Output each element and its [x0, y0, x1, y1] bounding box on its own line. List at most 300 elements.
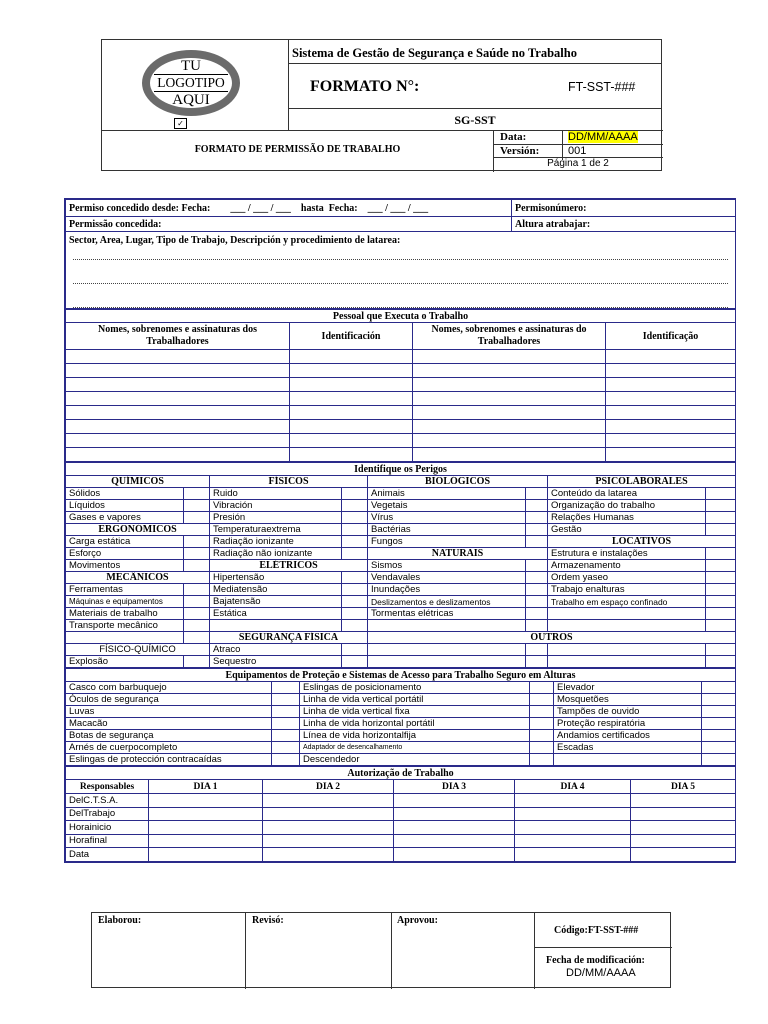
- hazard-checkbox[interactable]: [706, 524, 736, 536]
- description-line[interactable]: [73, 282, 728, 284]
- authorization-cell[interactable]: [631, 794, 736, 808]
- hazard-label: Trabalho em espaço confinado: [548, 596, 706, 608]
- hazard-checkbox[interactable]: [342, 656, 368, 668]
- authorization-cell[interactable]: [394, 834, 515, 848]
- fecha-mod-value: DD/MM/AAAA: [566, 967, 636, 979]
- authorization-cell[interactable]: [149, 807, 263, 821]
- permit-granted[interactable]: Permissão concedida:: [66, 217, 512, 232]
- workers-section-title: Pessoal que Executa o Trabalho: [66, 310, 736, 323]
- hazard-checkbox[interactable]: [526, 560, 548, 572]
- equipment-checkbox[interactable]: [702, 742, 736, 754]
- hazard-checkbox[interactable]: [526, 620, 548, 632]
- description-cell[interactable]: [66, 232, 736, 309]
- worker-cell[interactable]: [66, 378, 290, 392]
- worker-cell[interactable]: [290, 406, 413, 420]
- hazard-checkbox[interactable]: [342, 572, 368, 584]
- description-line[interactable]: [73, 306, 728, 308]
- worker-cell[interactable]: [66, 392, 290, 406]
- worker-cell[interactable]: [606, 420, 736, 434]
- hazard-label: Carga estática: [66, 536, 184, 548]
- hazard-label: [548, 608, 706, 620]
- sg-sst-label: SG-SST: [454, 113, 496, 127]
- hazard-label: Estrutura e instalações: [548, 548, 706, 560]
- hazard-row: [66, 608, 736, 620]
- hazard-category-eletricos: ELÉTRICOS: [210, 560, 368, 572]
- worker-cell[interactable]: [290, 434, 413, 448]
- description-label: Sector, Area, Lugar, Tipo de Trabajo, Descripción y procedimiento de latarea:: [69, 235, 401, 246]
- authorization-cell[interactable]: [149, 848, 263, 862]
- formato-label: FORMATO N°:: [310, 78, 420, 95]
- hazard-label: Animais: [368, 488, 526, 500]
- page-number: Página 1 de 2: [547, 158, 609, 169]
- hazard-label: [548, 644, 706, 656]
- hazard-label: Materiais de trabalho: [66, 608, 184, 620]
- document-header: [101, 39, 662, 171]
- worker-cell[interactable]: [606, 350, 736, 364]
- hazard-label: Máquinas e equipamentos: [66, 596, 184, 608]
- authorization-row-label: Data: [66, 848, 149, 862]
- hazard-label: Vibración: [210, 500, 342, 512]
- equipment-label: Casco com barbuquejo: [66, 682, 272, 694]
- hazard-checkbox[interactable]: [342, 512, 368, 524]
- equipment-checkbox[interactable]: [272, 706, 300, 718]
- worker-cell[interactable]: [413, 448, 606, 462]
- hazard-checkbox[interactable]: [184, 512, 210, 524]
- authorization-section-title: Autorização de Trabalho: [66, 767, 736, 780]
- equipment-label: [554, 754, 702, 766]
- hazard-checkbox[interactable]: [342, 644, 368, 656]
- hazard-checkbox[interactable]: [184, 536, 210, 548]
- description-line[interactable]: [73, 258, 728, 260]
- hazard-checkbox[interactable]: [184, 500, 210, 512]
- worker-row: [66, 406, 736, 420]
- hazard-checkbox[interactable]: [706, 500, 736, 512]
- equipment-checkbox[interactable]: [530, 742, 554, 754]
- data-value: DD/MM/AAAA: [568, 131, 638, 143]
- hazard-label: Vegetais: [368, 500, 526, 512]
- authorization-cell[interactable]: [631, 807, 736, 821]
- equipment-row: [66, 694, 736, 706]
- day-header-3: DIA 3: [394, 780, 515, 794]
- worker-cell[interactable]: [66, 420, 290, 434]
- hazard-checkbox[interactable]: [526, 488, 548, 500]
- equipment-row: [66, 682, 736, 694]
- authorization-cell[interactable]: [515, 794, 631, 808]
- day-header-5: DIA 5: [631, 780, 736, 794]
- equipment-label: Óculos de segurança: [66, 694, 272, 706]
- day-header-4: DIA 4: [515, 780, 631, 794]
- workers-table: [65, 309, 736, 462]
- hazard-label: Vendavales: [368, 572, 526, 584]
- hazard-label: Organização do trabalho: [548, 500, 706, 512]
- worker-cell[interactable]: [290, 420, 413, 434]
- equipment-checkbox[interactable]: [702, 754, 736, 766]
- equipment-label: Línea de vida horizontalfija: [300, 730, 530, 742]
- equipment-label: Luvas: [66, 706, 272, 718]
- hazard-label: Gases e vapores: [66, 512, 184, 524]
- authorization-cell[interactable]: [149, 834, 263, 848]
- aprovou-label[interactable]: Aprovou:: [397, 915, 438, 926]
- hazard-row: [66, 632, 736, 644]
- hazard-label: [548, 656, 706, 668]
- hazard-label: [368, 620, 526, 632]
- equipment-label: Tampões de ouvido: [554, 706, 702, 718]
- hazard-label: Radiação ionizante: [210, 536, 342, 548]
- reviso-label[interactable]: Revisó:: [252, 915, 284, 926]
- hazard-category-locativos: LOCATIVOS: [548, 536, 736, 548]
- hazard-label: Ferramentas: [66, 584, 184, 596]
- worker-row: [66, 392, 736, 406]
- equipment-checkbox[interactable]: [272, 682, 300, 694]
- hazard-checkbox[interactable]: [342, 620, 368, 632]
- hazard-checkbox[interactable]: [526, 512, 548, 524]
- equipment-checkbox[interactable]: [272, 742, 300, 754]
- authorization-cell[interactable]: [263, 794, 394, 808]
- permit-number[interactable]: Permisonúmero:: [512, 200, 736, 217]
- day-header-2: DIA 2: [263, 780, 394, 794]
- hazard-checkbox[interactable]: [184, 632, 210, 644]
- authorization-row: [66, 821, 736, 835]
- hazard-checkbox[interactable]: [706, 548, 736, 560]
- hazard-checkbox[interactable]: [342, 488, 368, 500]
- equipment-row: [66, 706, 736, 718]
- hazard-checkbox[interactable]: [184, 620, 210, 632]
- hazard-checkbox[interactable]: [184, 488, 210, 500]
- equipment-label: Eslingas de posicionamento: [300, 682, 530, 694]
- approval-footer: [91, 912, 671, 988]
- worker-cell[interactable]: [290, 350, 413, 364]
- worker-cell[interactable]: [413, 392, 606, 406]
- hazard-label: Presión: [210, 512, 342, 524]
- hazard-row: [66, 584, 736, 596]
- hazard-label: [66, 632, 184, 644]
- equipment-checkbox[interactable]: [530, 706, 554, 718]
- authorization-table: [65, 766, 736, 862]
- hazard-label: Hipertensão: [210, 572, 342, 584]
- hazard-row: [66, 620, 736, 632]
- worker-cell[interactable]: [606, 434, 736, 448]
- hazard-checkbox[interactable]: [706, 656, 736, 668]
- equipment-row: [66, 742, 736, 754]
- equipment-label: Eslingas de protección contracaídas: [66, 754, 272, 766]
- worker-row: [66, 448, 736, 462]
- hazard-checkbox[interactable]: [184, 584, 210, 596]
- hazard-label: Sequestro: [210, 656, 342, 668]
- hazard-row: [66, 644, 736, 656]
- hazard-checkbox[interactable]: [184, 560, 210, 572]
- worker-cell[interactable]: [66, 448, 290, 462]
- checkbox-icon: ✓: [174, 118, 187, 129]
- equipment-label: Mosquetões: [554, 694, 702, 706]
- worker-cell[interactable]: [606, 406, 736, 420]
- authorization-cell[interactable]: [515, 848, 631, 862]
- authorization-cell[interactable]: [394, 848, 515, 862]
- hazard-row: [66, 560, 736, 572]
- worker-cell[interactable]: [606, 378, 736, 392]
- hazard-checkbox[interactable]: [706, 584, 736, 596]
- authorization-cell[interactable]: [263, 848, 394, 862]
- worker-cell[interactable]: [606, 448, 736, 462]
- hazard-checkbox[interactable]: [706, 560, 736, 572]
- elaborou-label[interactable]: Elaborou:: [98, 915, 142, 926]
- logo-text-3: AQUI: [172, 92, 210, 108]
- authorization-row-label: Horafinal: [66, 834, 149, 848]
- hazard-label: Inundações: [368, 584, 526, 596]
- authorization-cell[interactable]: [394, 807, 515, 821]
- hazard-category-fisicos: FÍSICOS: [210, 476, 368, 488]
- hazard-label: Sólidos: [66, 488, 184, 500]
- hazard-label: [548, 620, 706, 632]
- worker-cell[interactable]: [290, 392, 413, 406]
- hazard-label: Bajatensão: [210, 596, 342, 608]
- equipment-row: [66, 718, 736, 730]
- logo: [142, 50, 240, 116]
- hazard-label: [368, 656, 526, 668]
- authorization-cell[interactable]: [263, 821, 394, 835]
- hazard-label: Sismos: [368, 560, 526, 572]
- hazard-checkbox[interactable]: [706, 512, 736, 524]
- hazard-row: [66, 572, 736, 584]
- hazard-checkbox[interactable]: [526, 524, 548, 536]
- equipment-checkbox[interactable]: [530, 754, 554, 766]
- hazard-label: Estática: [210, 608, 342, 620]
- worker-row: [66, 378, 736, 392]
- worker-cell[interactable]: [66, 434, 290, 448]
- hazard-checkbox[interactable]: [526, 656, 548, 668]
- worker-cell[interactable]: [413, 364, 606, 378]
- worker-row: [66, 420, 736, 434]
- hazard-checkbox[interactable]: [184, 656, 210, 668]
- equipment-label: Descendedor: [300, 754, 530, 766]
- hazard-label: Transporte mecânico: [66, 620, 184, 632]
- authorization-cell[interactable]: [263, 807, 394, 821]
- hazard-checkbox[interactable]: [706, 596, 736, 608]
- equipment-label: Elevador: [554, 682, 702, 694]
- permit-form: [64, 198, 736, 863]
- worker-cell[interactable]: [290, 378, 413, 392]
- worker-cell[interactable]: [290, 364, 413, 378]
- equipment-label: Arnés de cuerpocompleto: [66, 742, 272, 754]
- worker-cell[interactable]: [66, 364, 290, 378]
- worker-cell[interactable]: [606, 392, 736, 406]
- equipment-row: [66, 730, 736, 742]
- hazard-label: Movimentos: [66, 560, 184, 572]
- hazard-checkbox[interactable]: [706, 488, 736, 500]
- hazard-label: Trabajo enalturas: [548, 584, 706, 596]
- authorization-cell[interactable]: [263, 834, 394, 848]
- data-label: Data:: [500, 131, 527, 143]
- document-title: FORMATO DE PERMISSÃO DE TRABALHO: [194, 144, 401, 155]
- hazard-checkbox[interactable]: [342, 500, 368, 512]
- hazard-checkbox[interactable]: [526, 584, 548, 596]
- hazard-checkbox[interactable]: [184, 596, 210, 608]
- hazard-row: [66, 476, 736, 488]
- hazard-checkbox[interactable]: [526, 608, 548, 620]
- hazard-label: Temperaturaextrema: [210, 524, 342, 536]
- equipment-label: Escadas: [554, 742, 702, 754]
- authorization-row-label: DelC.T.S.A.: [66, 794, 149, 808]
- hazard-checkbox[interactable]: [342, 524, 368, 536]
- logo-text-1: TU: [181, 58, 201, 74]
- permit-height[interactable]: Altura atrabajar:: [512, 217, 736, 232]
- fecha-mod-label: Fecha de modificación:: [546, 955, 645, 966]
- authorization-row: [66, 794, 736, 808]
- equipment-label: Linha de vida vertical portátil: [300, 694, 530, 706]
- authorization-cell[interactable]: [149, 794, 263, 808]
- worker-cell[interactable]: [606, 364, 736, 378]
- workers-col-names: Nomes, sobrenomes e assinaturas dos Trabalhadores: [66, 323, 290, 350]
- version-label: Versión:: [500, 145, 540, 157]
- responsables-header: Responsables: [66, 780, 149, 794]
- hazard-row: [66, 488, 736, 500]
- hazard-checkbox[interactable]: [706, 644, 736, 656]
- worker-cell[interactable]: [66, 406, 290, 420]
- worker-cell[interactable]: [413, 434, 606, 448]
- authorization-cell[interactable]: [394, 794, 515, 808]
- authorization-row: [66, 807, 736, 821]
- hazard-checkbox[interactable]: [342, 536, 368, 548]
- hazard-category-naturais: NATURAIS: [368, 548, 548, 560]
- authorization-cell[interactable]: [394, 821, 515, 835]
- formato-value: FT-SST-###: [568, 80, 636, 94]
- worker-cell[interactable]: [413, 350, 606, 364]
- hazard-category-fisico-quimico: FÍSICO-QUÍMICO: [66, 644, 210, 656]
- hazard-label: Líquidos: [66, 500, 184, 512]
- hazard-row: [66, 512, 736, 524]
- hazard-checkbox[interactable]: [526, 596, 548, 608]
- hazard-category-seguranca-fisica: SEGURANÇA FÍSICA: [210, 632, 368, 644]
- equipment-checkbox[interactable]: [272, 718, 300, 730]
- system-title: Sistema de Gestão de Segurança e Saúde no Trabalho: [292, 46, 577, 60]
- workers-col-id: Identificación: [290, 323, 413, 350]
- authorization-row: [66, 848, 736, 862]
- hazard-row: [66, 536, 736, 548]
- equipment-table: [65, 668, 736, 766]
- worker-cell[interactable]: [413, 406, 606, 420]
- equipment-label: Linha de vida vertical fixa: [300, 706, 530, 718]
- codigo-label: Código:FT-SST-###: [554, 925, 639, 936]
- equipment-label: Linha de vida horizontal portátil: [300, 718, 530, 730]
- hazard-checkbox[interactable]: [342, 596, 368, 608]
- equipment-row: [66, 754, 736, 766]
- authorization-cell[interactable]: [515, 834, 631, 848]
- version-value: 001: [568, 145, 587, 157]
- hazard-label: Bactérias: [368, 524, 526, 536]
- authorization-cell[interactable]: [149, 821, 263, 835]
- logo-text-2: LOGOTIPO: [154, 74, 228, 92]
- hazard-row: [66, 524, 736, 536]
- equipment-checkbox[interactable]: [530, 694, 554, 706]
- equipment-label: Macacão: [66, 718, 272, 730]
- equipment-label: Botas de segurança: [66, 730, 272, 742]
- hazard-checkbox[interactable]: [706, 620, 736, 632]
- authorization-cell[interactable]: [631, 834, 736, 848]
- hazard-checkbox[interactable]: [526, 500, 548, 512]
- hazard-label: Deslizamentos e deslizamentos: [368, 596, 526, 608]
- worker-row: [66, 364, 736, 378]
- equipment-label: Proteção respiratória: [554, 718, 702, 730]
- hazard-checkbox[interactable]: [706, 608, 736, 620]
- hazard-label: Explosão: [66, 656, 184, 668]
- hazard-label: Esforço: [66, 548, 184, 560]
- hazard-row: [66, 596, 736, 608]
- equipment-checkbox[interactable]: [272, 730, 300, 742]
- equipment-section-title: Equipamentos de Proteção e Sistemas de Acesso para Trabalho Seguro em Alturas: [66, 669, 736, 682]
- equipment-checkbox[interactable]: [702, 694, 736, 706]
- hazard-label: Vírus: [368, 512, 526, 524]
- equipment-checkbox[interactable]: [702, 730, 736, 742]
- worker-cell[interactable]: [413, 378, 606, 392]
- permit-info-table: [65, 199, 736, 309]
- hazard-checkbox[interactable]: [342, 608, 368, 620]
- hazard-row: [66, 548, 736, 560]
- hazard-checkbox[interactable]: [184, 608, 210, 620]
- equipment-checkbox[interactable]: [702, 718, 736, 730]
- equipment-checkbox[interactable]: [702, 682, 736, 694]
- hazard-row: [66, 656, 736, 668]
- worker-row: [66, 350, 736, 364]
- hazard-checkbox[interactable]: [526, 572, 548, 584]
- worker-cell[interactable]: [413, 420, 606, 434]
- hazard-checkbox[interactable]: [526, 644, 548, 656]
- hazard-label: Radiação não ionizante: [210, 548, 342, 560]
- authorization-row-label: Horainicio: [66, 821, 149, 835]
- hazard-label: Fungos: [368, 536, 526, 548]
- authorization-cell[interactable]: [631, 821, 736, 835]
- authorization-row-label: DelTrabajo: [66, 807, 149, 821]
- workers-col-id-2: Identificação: [606, 323, 736, 350]
- equipment-checkbox[interactable]: [530, 730, 554, 742]
- day-header-1: DIA 1: [149, 780, 263, 794]
- hazard-category-biologicos: BIOLÓGICOS: [368, 476, 548, 488]
- worker-row: [66, 434, 736, 448]
- authorization-row: [66, 834, 736, 848]
- hazard-checkbox[interactable]: [706, 572, 736, 584]
- equipment-label: Andamios certificados: [554, 730, 702, 742]
- hazard-category-quimicos: QUÍMICOS: [66, 476, 210, 488]
- hazards-section-title: Identifique os Perigos: [66, 463, 736, 476]
- workers-col-names-2: Nomes, sobrenomes e assinaturas do Trabalhadores: [413, 323, 606, 350]
- hazard-label: Gestão: [548, 524, 706, 536]
- equipment-checkbox[interactable]: [530, 682, 554, 694]
- hazards-table: [65, 462, 736, 668]
- hazard-row: [66, 500, 736, 512]
- equipment-checkbox[interactable]: [530, 718, 554, 730]
- equipment-checkbox[interactable]: [272, 754, 300, 766]
- equipment-checkbox[interactable]: [702, 706, 736, 718]
- hazard-category-outros: OUTROS: [368, 632, 736, 644]
- hazard-label: [210, 620, 342, 632]
- equipment-checkbox[interactable]: [272, 694, 300, 706]
- hazard-label: Mediatensão: [210, 584, 342, 596]
- hazard-checkbox[interactable]: [184, 548, 210, 560]
- hazard-checkbox[interactable]: [526, 536, 548, 548]
- hazard-category-ergonomicos: ERGONÓMICOS: [66, 524, 210, 536]
- authorization-cell[interactable]: [515, 807, 631, 821]
- permit-dates[interactable]: Permiso concedido desde: Fecha: ___ / ___ / ___ hasta Fecha: ___ / ___ / ___: [66, 200, 512, 217]
- hazard-label: Ruido: [210, 488, 342, 500]
- authorization-cell[interactable]: [515, 821, 631, 835]
- hazard-category-psicolaborales: PSICOLABORALES: [548, 476, 736, 488]
- authorization-cell[interactable]: [631, 848, 736, 862]
- hazard-checkbox[interactable]: [342, 548, 368, 560]
- hazard-checkbox[interactable]: [342, 584, 368, 596]
- hazard-label: Relações Humanas: [548, 512, 706, 524]
- worker-cell[interactable]: [66, 350, 290, 364]
- hazard-category-mecanicos: MECÂNICOS: [66, 572, 210, 584]
- worker-cell[interactable]: [290, 448, 413, 462]
- hazard-label: Tormentas elétricas: [368, 608, 526, 620]
